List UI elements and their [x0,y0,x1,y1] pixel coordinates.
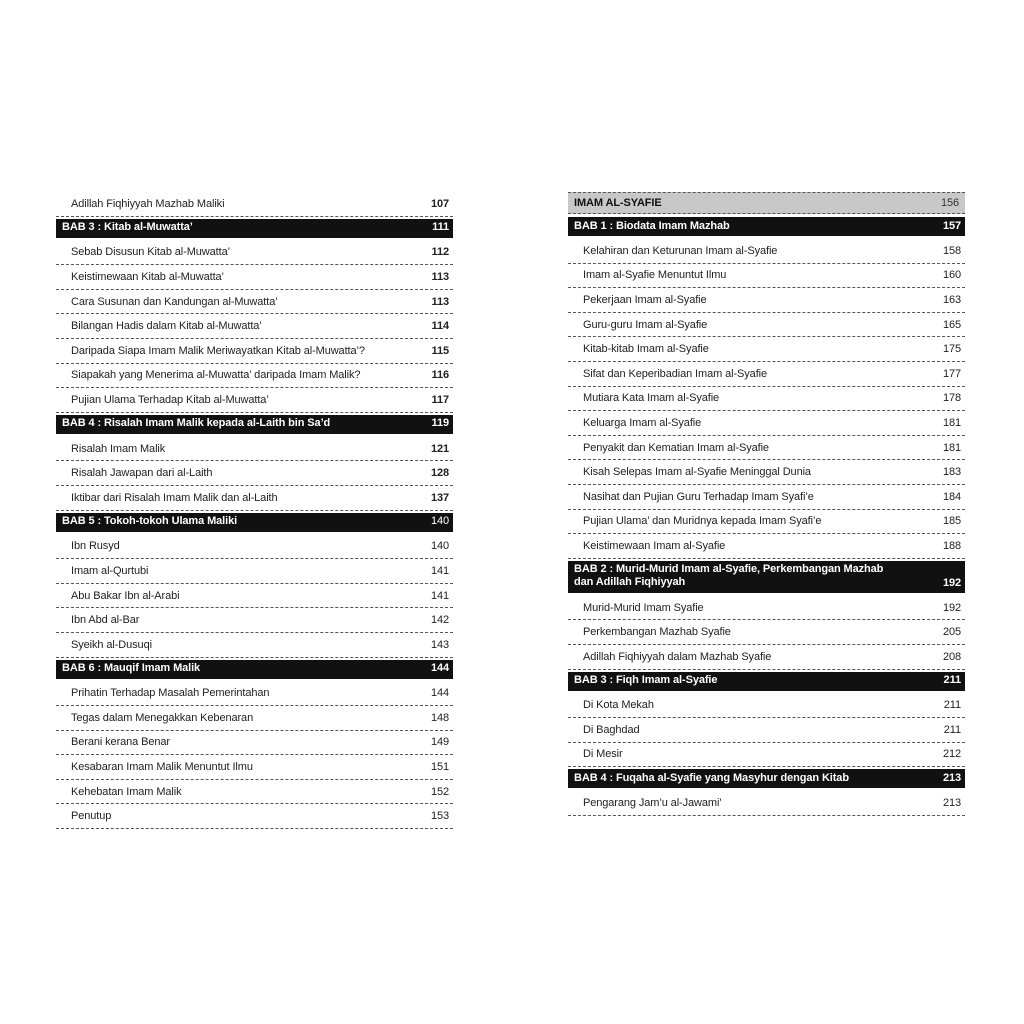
toc-page-number: 140 [430,515,449,528]
toc-label: Cara Susunan dan Kandungan al-Muwatta’ [71,295,278,308]
toc-label: Penutup [71,810,112,823]
toc-page-number: 137 [430,491,449,504]
toc-label: Penyakit dan Kematian Imam al-Syafie [583,441,769,454]
toc-label: Abu Bakar Ibn al-Arabi [71,589,180,602]
toc-page-number: 211 [943,699,961,712]
toc-entry [56,755,453,780]
toc-entry [56,559,453,584]
toc-entry [56,192,453,217]
toc-label: Imam al-Qurtubi [71,564,149,577]
toc-page-number: 149 [430,736,449,749]
toc-entry [56,584,453,609]
toc-page-number: 178 [942,392,961,405]
toc-label: Bilangan Hadis dalam Kitab al-Muwatta’ [71,320,262,333]
toc-page-number: 111 [432,221,449,234]
toc-entry [568,534,965,559]
toc-page-number: 148 [430,711,449,724]
toc-page-number: 140 [430,540,449,553]
toc-label: BAB 1 : Biodata Imam Mazhab [574,219,730,232]
toc-label: Keistimewaan Imam al-Syafie [583,539,726,552]
toc-label: Guru-guru Imam al-Syafie [583,318,708,331]
toc-entry [568,510,965,535]
toc-page-number: 142 [430,614,449,627]
toc-label: Pengarang Jam’u al-Jawami’ [583,797,722,810]
toc-chapter-heading [568,769,965,788]
toc-page-number: 158 [942,244,961,257]
toc-entry [56,364,453,389]
toc-entry [568,313,965,338]
toc-label: BAB 6 : Mauqif Imam Malik [62,662,201,674]
toc-page-number: 184 [942,490,961,503]
toc-page-number: 181 [942,441,961,454]
toc-entry [568,436,965,461]
toc-page-number: 141 [430,589,449,602]
toc-label: Sebab Disusun Kitab al-Muwatta’ [71,246,230,259]
toc-entry [56,339,453,364]
toc-page-number: 208 [942,650,961,663]
toc-entry [56,780,453,805]
toc-page-number: 192 [942,601,961,614]
toc-page-number: 165 [942,318,961,331]
toc-page-number: 119 [431,417,449,430]
toc-label: Prihatin Terhadap Masalah Pemerintahan [71,687,270,700]
toc-label: BAB 4 : Risalah Imam Malik kepada al-Laith bin Sa’d [62,417,331,430]
toc-page-number: 116 [431,369,449,382]
toc-entry [568,239,965,264]
toc-label: Pekerjaan Imam al-Syafie [583,293,707,306]
toc-page-number: 213 [942,797,961,810]
toc-entry [568,718,965,743]
toc-page-number: 185 [942,515,961,528]
toc-page-number: 117 [431,393,449,406]
toc-label: Keistimewaan Kitab al-Muwatta’ [71,270,224,283]
toc-right-column [568,192,965,816]
toc-page-number: 211 [943,723,961,736]
toc-left-column [56,192,453,829]
toc-label: Berani kerana Benar [71,736,170,749]
toc-entry [568,411,965,436]
toc-page-number: 152 [430,785,449,798]
toc-entry [56,241,453,266]
toc-label: BAB 3 : Kitab al-Muwatta’ [62,221,193,234]
toc-page-number: 183 [942,466,961,479]
toc-label: Kesabaran Imam Malik Menuntut Ilmu [71,761,253,774]
toc-entry [56,535,453,560]
toc-entry [56,706,453,731]
toc-entry [568,264,965,289]
toc-page-number: 188 [942,539,961,552]
toc-chapter-heading [56,513,453,532]
toc-entry [568,620,965,645]
toc-entry [568,337,965,362]
toc-chapter-heading [56,219,453,238]
toc-label: Sifat dan Keperibadian Imam al-Syafie [583,367,768,380]
toc-entry [56,265,453,290]
toc-entry [568,362,965,387]
toc-page-number: 143 [430,638,449,651]
toc-label: Risalah Imam Malik [71,442,166,455]
toc-label: Kelahiran dan Keturunan Imam al-Syafie [583,244,778,257]
toc-entry [56,608,453,633]
toc-entry [56,290,453,315]
toc-entry [568,288,965,313]
toc-page-number: 107 [430,197,449,210]
toc-entry [568,485,965,510]
toc-section-heading [568,192,965,214]
toc-label: Adillah Fiqhiyyah dalam Mazhab Syafie [583,650,772,663]
toc-label: BAB 3 : Fiqh Imam al-Syafie [574,674,718,686]
toc-entry [568,387,965,412]
toc-label: BAB 5 : Tokoh-tokoh Ulama Maliki [62,515,238,528]
toc-label: Pujian Ulama’ dan Muridnya kepada Imam Syafi’e [583,515,822,528]
toc-page-number: 153 [430,810,449,823]
toc-entry [56,682,453,707]
toc-page-number: 212 [942,748,961,761]
toc-entry [56,461,453,486]
toc-chapter-heading [568,672,965,691]
toc-label: Nasihat dan Pujian Guru Terhadap Imam Syafi’e [583,490,814,503]
toc-label: Keluarga Imam al-Syafie [583,416,702,429]
toc-label: Siapakah yang Menerima al-Muwatta’ daripada Imam Malik? [71,369,361,382]
toc-label: Murid-Murid Imam Syafie [583,601,704,614]
toc-page-number: 213 [942,771,961,784]
toc-label: BAB 4 : Fuqaha al-Syafie yang Masyhur dengan Kitab [574,771,849,784]
toc-page-number: 163 [942,293,961,306]
toc-page-number: 144 [430,662,449,674]
toc-entry [568,596,965,621]
toc-page-number: 121 [430,442,449,455]
toc-entry [568,645,965,670]
toc-chapter-heading [568,217,965,236]
toc-label: Pujian Ulama Terhadap Kitab al-Muwatta’ [71,393,269,406]
toc-entry [56,486,453,511]
toc-page-number: 113 [431,295,449,308]
toc-label: Di Baghdad [583,723,640,736]
toc-page-number: 156 [940,197,959,209]
toc-page-number: 211 [943,674,961,686]
toc-page-number: 141 [430,564,449,577]
toc-label: IMAM AL-SYAFIE [574,197,662,209]
toc-label: Kehebatan Imam Malik [71,785,182,798]
toc-label: Kisah Selepas Imam al-Syafie Meninggal Dunia [583,466,811,479]
toc-label: Iktibar dari Risalah Imam Malik dan al-Laith [71,491,278,504]
toc-label: Di Mesir [583,748,623,761]
toc-label: BAB 2 : Murid-Murid Imam al-Syafie, Perkembangan Mazhab dan Adillah Fiqhiyyah [574,562,884,588]
toc-label: Imam al-Syafie Menuntut Ilmu [583,269,727,282]
toc-page-number: 177 [942,367,961,380]
toc-page-number: 112 [431,246,449,259]
toc-label: Tegas dalam Menegakkan Kebenaran [71,711,254,724]
toc-page-number: 151 [430,761,449,774]
toc-chapter-heading [56,415,453,434]
toc-entry [56,804,453,829]
toc-entry [56,388,453,413]
toc-page-number: 175 [942,343,961,356]
toc-entry [56,437,453,462]
toc-label: Daripada Siapa Imam Malik Meriwayatkan Kitab al-Muwatta’? [71,344,365,357]
toc-page-number: 128 [430,467,449,480]
toc-page-number: 114 [431,320,449,333]
toc-entry [568,743,965,768]
toc-page-number: 192 [942,576,961,589]
toc-page-number: 157 [942,219,961,232]
toc-page-number: 181 [942,416,961,429]
toc-page-number: 115 [431,344,449,357]
toc-entry [56,314,453,339]
toc-label: Adillah Fiqhiyyah Mazhab Maliki [71,197,225,210]
toc-label: Di Kota Mekah [583,699,654,712]
toc-page-number: 205 [942,626,961,639]
toc-entry [56,633,453,658]
toc-label: Syeikh al-Dusuqi [71,638,152,651]
toc-label: Ibn Rusyd [71,540,120,553]
toc-entry [568,694,965,719]
toc-entry [568,791,965,816]
toc-page-number: 113 [431,270,449,283]
toc-page-number: 144 [430,687,449,700]
toc-label: Mutiara Kata Imam al-Syafie [583,392,720,405]
toc-label: Ibn Abd al-Bar [71,614,140,627]
toc-entry [568,460,965,485]
toc-chapter-heading [56,660,453,679]
toc-label: Kitab-kitab Imam al-Syafie [583,343,709,356]
toc-entry [56,731,453,756]
toc-chapter-heading [568,561,965,593]
toc-label: Perkembangan Mazhab Syafie [583,626,731,639]
toc-label: Risalah Jawapan dari al-Laith [71,467,213,480]
toc-page-number: 160 [942,269,961,282]
